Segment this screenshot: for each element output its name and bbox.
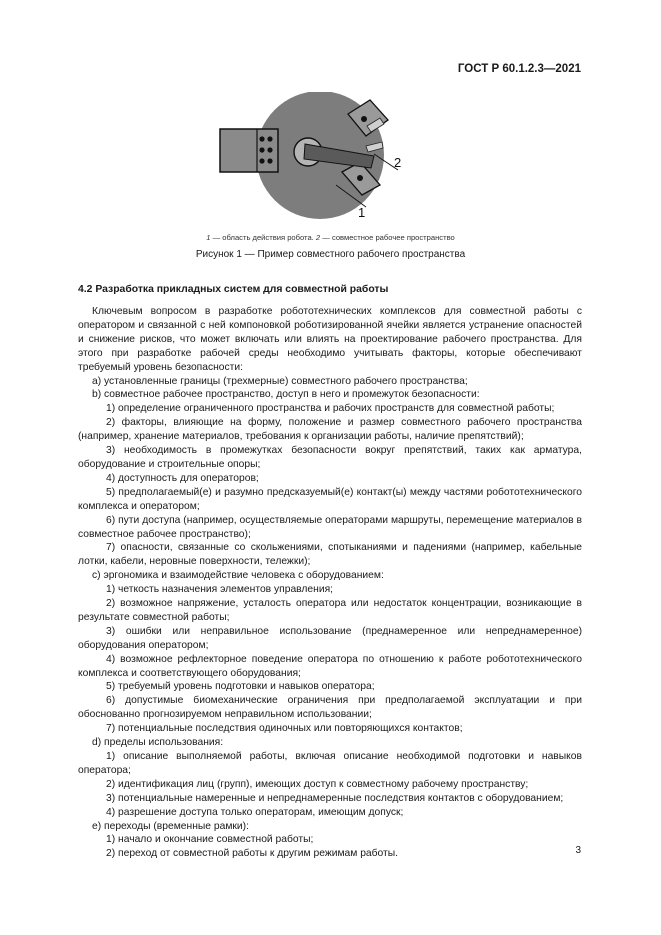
list-item-c7: 7) потенциальные последствия одиночных или повторяющихся контактов; bbox=[106, 723, 463, 735]
body-text bbox=[78, 305, 582, 861]
label-1: 1 bbox=[358, 205, 366, 220]
lower-block-dot bbox=[357, 175, 363, 181]
list-item-d1: 1) описание выполняемой работы, включая описание необходимой подготовки и навыков оператора; bbox=[78, 751, 582, 776]
document-header-code: ГОСТ Р 60.1.2.3—2021 bbox=[457, 63, 581, 75]
list-item-b1: 1) определение ограниченного пространства и рабочих пространств для совместной работы; bbox=[106, 403, 555, 415]
list-item-e1: 1) начало и окончание совместной работы; bbox=[106, 834, 314, 846]
list-item-b2: 2) факторы, влияющие на форму, положение и размер совместного рабочего пространства (например, хранение материалов, требования к организации работы, наличие препятствий); bbox=[78, 417, 582, 443]
list-item-b3: 3) необходимость в промежутках безопасности вокруг препятствий, таких как арматура, оборудование и строительные опоры; bbox=[78, 445, 582, 470]
list-item-a: a) установленные границы (трехмерные) совместного рабочего пространства; bbox=[92, 375, 468, 387]
figure-legend bbox=[0, 233, 661, 242]
legend-text-2: — совместное рабочее пространство bbox=[320, 233, 455, 242]
list-item-c: c) эргономика и взаимодействие человека с оборудованием: bbox=[92, 570, 384, 582]
list-item-b7: 7) опасности, связанные со скольжениями, спотыканиями и падениями (например, кабельные лотки, кабели, неровные поверхности, тележки); bbox=[78, 542, 582, 568]
list-item-b5: 5) предполагаемый(е) и разумно предсказуемый(е) контакт(ы) между частями робототехнического комплекса и оператором; bbox=[78, 486, 582, 512]
figure-robot-workspace bbox=[218, 92, 418, 222]
legend-text-1: — область действия робота. bbox=[210, 233, 316, 242]
robot-workspace-diagram bbox=[218, 92, 418, 222]
list-item-b6: 6) пути доступа (например, осуществляемые операторами маршруты, перемещение материалов в совместное рабочее пространство); bbox=[78, 514, 582, 540]
list-item-b: b) совместное рабочее пространство, доступ в него и промежуток безопасности: bbox=[92, 389, 480, 401]
list-item-c6: 6) допустимые биомеханические ограничения при предполагаемой эксплуатации и при обоснованно прогнозируемом неправильном использовании; bbox=[78, 695, 582, 721]
list-item-d4: 4) разрешение доступа только операторам, имеющим допуск; bbox=[106, 806, 404, 818]
intro-paragraph: Ключевым вопросом в разработке робототехнических комплексов для совместной работы с оператором и связанной с ней компоновкой роботизированной ячейки является устранение опасностей и снижение рисков, что может включать или влиять на проектирование рабочего пространства. Для этого при разработке рабочей среды необходимо учитывать факторы, которые обеспечивают требуемый уровень безопасности: bbox=[78, 306, 582, 373]
list-item-c4: 4) возможное рефлекторное поведение оператора по отношению к работе робототехнического комплекса и соответствующего оборудования; bbox=[78, 653, 582, 679]
label-2: 2 bbox=[394, 155, 402, 170]
figure-caption: Рисунок 1 — Пример совместного рабочего пространства bbox=[195, 249, 466, 260]
list-item-d2: 2) идентификация лиц (групп), имеющих доступ к совместному рабочему пространству; bbox=[106, 778, 529, 790]
upper-block-dot bbox=[361, 116, 367, 122]
list-item-c1: 1) четкость назначения элементов управления; bbox=[106, 584, 334, 596]
legend-num-2: 2 bbox=[315, 233, 321, 242]
list-item-c2: 2) возможное напряжение, усталость оператора или недостаток концентрации, возникающие в результате совместной работы; bbox=[78, 598, 582, 623]
list-item-d3: 3) потенциальные намеренные и непреднамеренные последствия контактов с оборудованием; bbox=[106, 792, 564, 804]
list-item-c3: 3) ошибки или неправильное использование (преднамеренное или непреднамеренное) оборудования оператором; bbox=[78, 625, 582, 651]
list-item-b4: 4) доступность для операторов; bbox=[106, 472, 259, 484]
page-number: 3 bbox=[575, 845, 581, 856]
list-item-c5: 5) требуемый уровень подготовки и навыков оператора; bbox=[106, 681, 375, 693]
list-item-e2: 2) переход от совместной работы к другим режимам работы. bbox=[106, 848, 399, 860]
list-item-d: d) пределы использования: bbox=[92, 737, 224, 749]
list-item-e: e) переходы (временные рамки): bbox=[92, 820, 249, 832]
legend-num-1: 1 bbox=[206, 233, 211, 242]
section-title: 4.2 Разработка прикладных систем для совместной работы bbox=[78, 284, 389, 295]
